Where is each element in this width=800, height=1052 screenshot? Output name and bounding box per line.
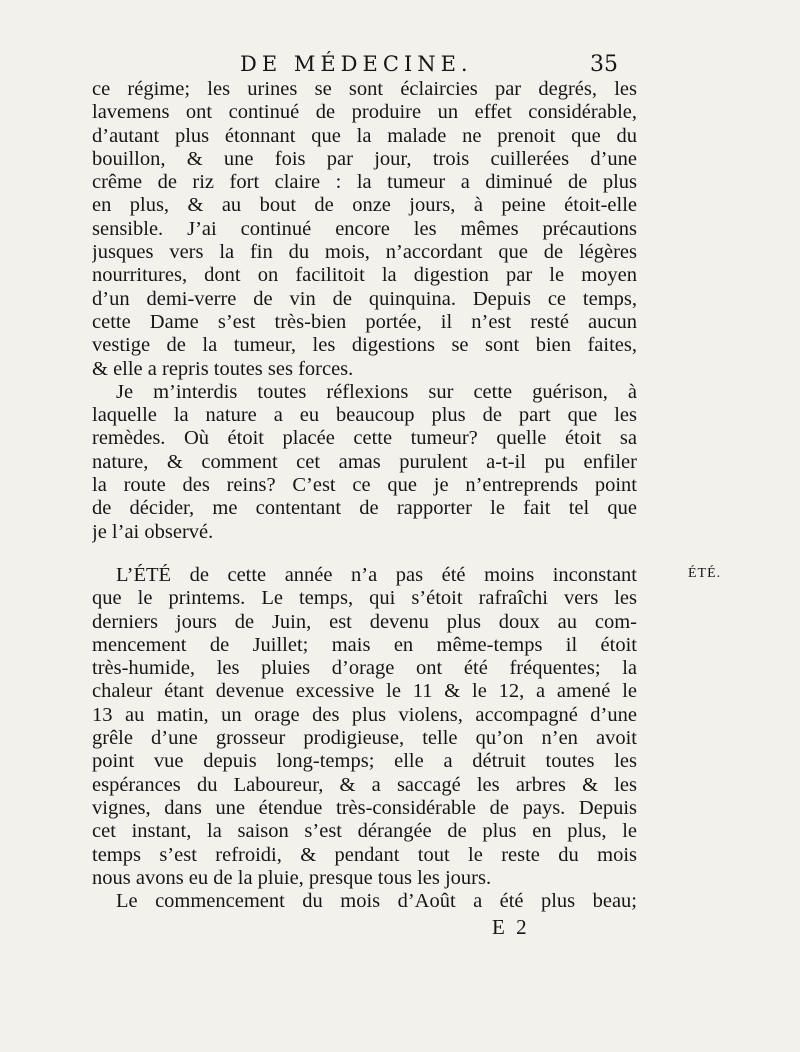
text-line: lavemens ont continué de produire un effet considérable, bbox=[92, 101, 637, 124]
text-line: d’un demi-verre de vin de quinquina. Depuis ce temps, bbox=[92, 287, 637, 310]
text-line: jusques vers la fin du mois, n’accordant que de légères bbox=[92, 241, 637, 264]
running-head: DE MÉDECINE. bbox=[240, 52, 473, 76]
text-line: la route des reins? C’est ce que je n’entreprends point bbox=[92, 474, 637, 497]
text-line: laquelle la nature a eu beaucoup plus de part que les bbox=[92, 404, 637, 427]
text-line: grêle d’une grosseur prodigieuse, telle qu’on n’en avoit bbox=[92, 727, 637, 750]
text-line: vignes, dans une étendue très-considérable de pays. Depuis bbox=[92, 796, 637, 819]
text-line: L’ÉTÉ de cette année n’a pas été moins inconstant bbox=[116, 564, 637, 586]
text-line: de décider, me contentant de rapporter le fait tel que bbox=[92, 497, 637, 520]
signature-mark: E 2 bbox=[492, 915, 530, 939]
text-line: que le printems. Le temps, qui s’étoit rafraîchi vers les bbox=[92, 587, 637, 610]
text-line: chaleur étant devenue excessive le 11 & le 12, a amené le bbox=[92, 680, 637, 703]
paragraph bbox=[92, 890, 637, 913]
text-line: en plus, & au bout de onze jours, à peine étoit-elle bbox=[92, 194, 637, 217]
text-line: 13 au matin, un orage des plus violens, accompagné d’une bbox=[92, 703, 637, 726]
text-line: point vue depuis long-temps; elle a détruit toutes les bbox=[92, 750, 637, 773]
text-line: & elle a repris toutes ses forces. bbox=[92, 357, 354, 380]
text-line: très-humide, les pluies d’orage ont été fréquentes; la bbox=[92, 657, 637, 680]
text-line: derniers jours de Juin, est devenu plus doux au com- bbox=[92, 610, 637, 633]
text-line: cet instant, la saison s’est dérangée de plus en plus, le bbox=[92, 820, 637, 843]
text-line: remèdes. Où étoit placée cette tumeur? quelle étoit sa bbox=[92, 427, 637, 450]
text-line: d’autant plus étonnant que la malade ne prenoit que du bbox=[92, 124, 637, 147]
text-line: Je m’interdis toutes réflexions sur cette guérison, à bbox=[116, 380, 637, 403]
paragraph bbox=[92, 78, 637, 381]
text-line: mencement de Juillet; mais en même-temps il étoit bbox=[92, 633, 637, 656]
page-number: 35 bbox=[590, 52, 618, 77]
text-line: nourritures, dont on facilitoit la digestion par le moyen bbox=[92, 264, 637, 287]
text-line: cette Dame s’est très-bien portée, il n’est resté aucun bbox=[92, 310, 637, 333]
paragraph bbox=[92, 564, 637, 890]
text-line: nature, & comment cet amas purulent a-t-il pu enfiler bbox=[92, 450, 637, 473]
text-block-top bbox=[92, 78, 637, 544]
text-line: je l’ai observé. bbox=[92, 520, 214, 543]
text-line: nous avons eu de la pluie, presque tous les jours. bbox=[92, 866, 492, 889]
margin-note: ÉTÉ. bbox=[688, 566, 722, 581]
text-line: bouillon, & une fois par jour, trois cuillerées d’une bbox=[92, 147, 637, 170]
text-line: espérances du Laboureur, & a saccagé les arbres & les bbox=[92, 773, 637, 796]
text-line: vestige de la tumeur, les digestions se sont bien faites, bbox=[92, 334, 637, 357]
text-line: crême de riz fort claire : la tumeur a diminué de plus bbox=[92, 171, 637, 194]
paragraph bbox=[92, 381, 637, 544]
text-line: Le commencement du mois d’Août a été plus beau; bbox=[116, 890, 637, 913]
text-line: sensible. J’ai continué encore les mêmes précautions bbox=[92, 217, 637, 240]
text-line: temps s’est refroidi, & pendant tout le reste du mois bbox=[92, 843, 637, 866]
text-block-bottom bbox=[92, 564, 637, 913]
text-line: ce régime; les urines se sont éclaircies par degrés, les bbox=[92, 78, 637, 100]
